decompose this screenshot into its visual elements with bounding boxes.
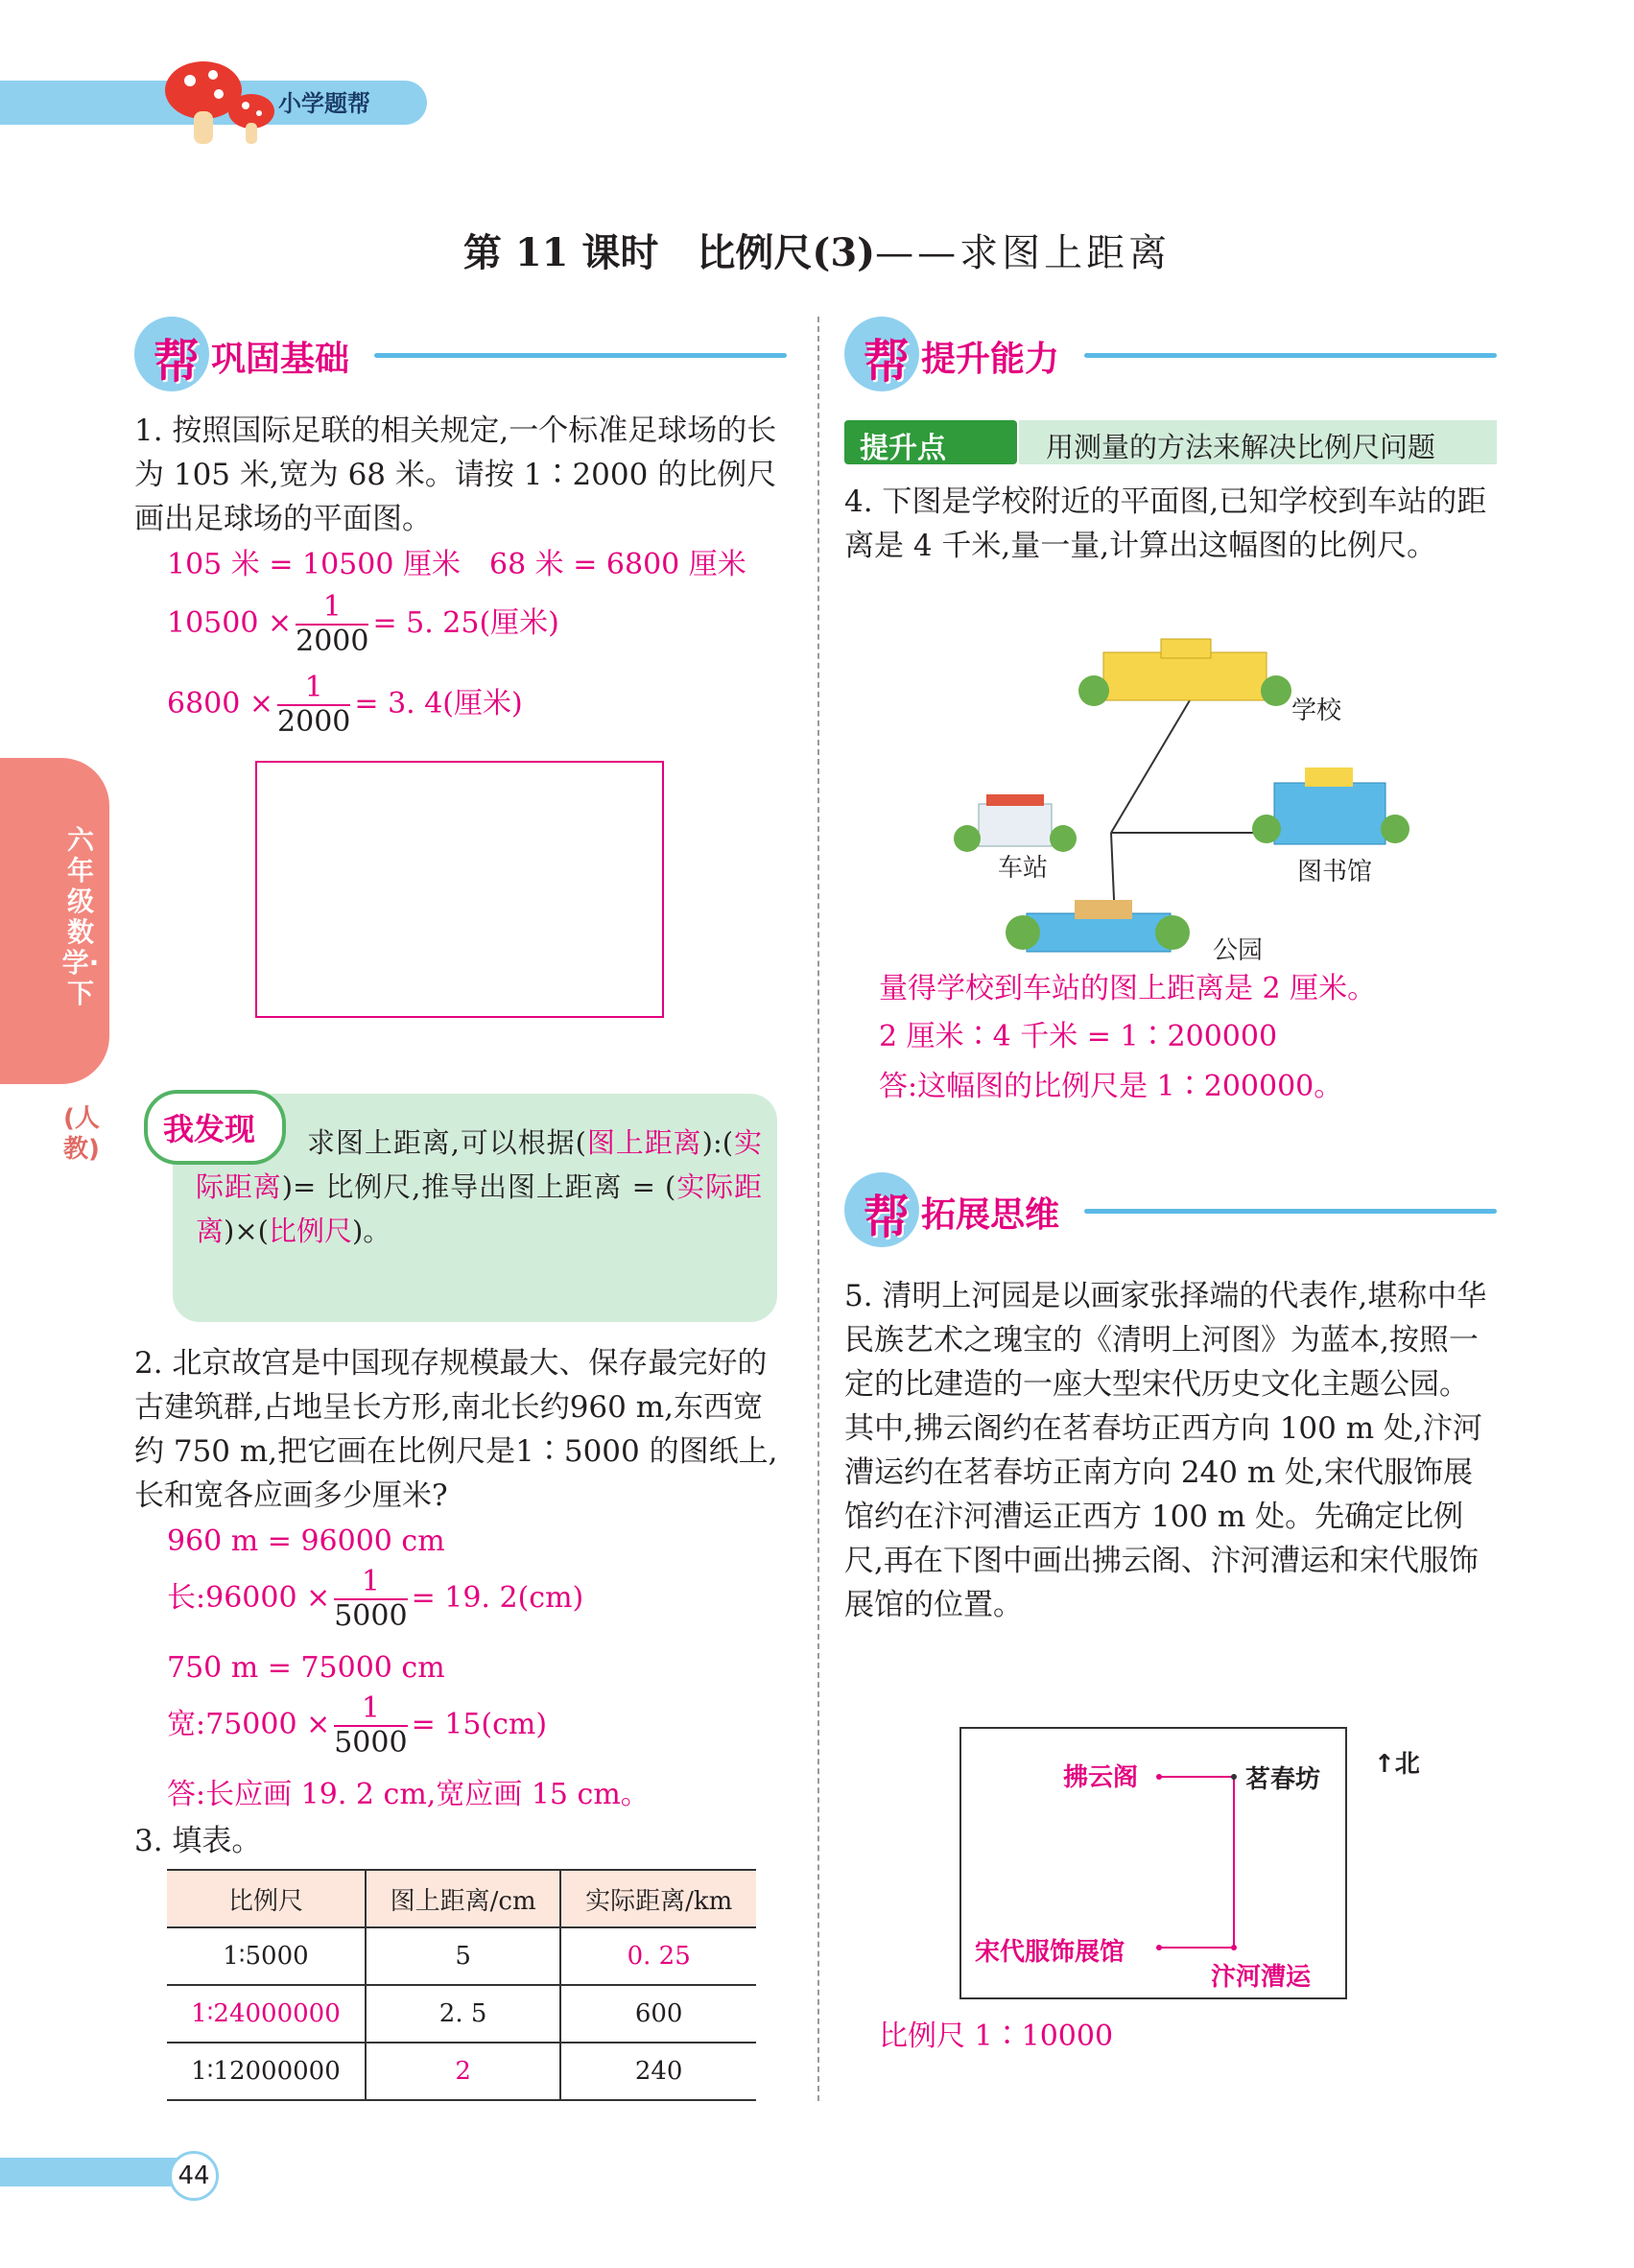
section-rule <box>1084 1209 1497 1214</box>
q4-answer-2: 2 厘米∶4 千米 = 1∶200000 <box>879 1020 1278 1053</box>
q2-answer-2: 长:96000 × $\frac{1}{5000}$ = 19. 2(cm) <box>167 1565 584 1633</box>
question-3: 3. 填表。 <box>134 1824 262 1858</box>
field-drawing-box <box>255 761 664 1018</box>
label-mingchun: 茗春坊 <box>1245 1765 1321 1794</box>
q1-answer-line3: 6800 × $\frac{1}{2000}$ = 3. 4(厘米) <box>167 671 523 739</box>
question-1: 1. 按照国际足联的相关规定,一个标准足球场的长为 105 米,宽为 68 米。请按 1∶2000 的比例尺画出足球场的平面图。 <box>134 413 777 536</box>
mushroom-icon <box>163 58 278 146</box>
bang-badge: 帮 <box>844 1172 919 1247</box>
north-indicator: ↑北 <box>1374 1750 1420 1779</box>
q1-answer-line1: 105 米 = 10500 厘米 68 米 = 6800 厘米 <box>167 548 746 581</box>
section-title: 巩固基础 <box>211 340 350 379</box>
section-improve <box>844 317 1497 393</box>
rise-tag: 提升点 <box>844 420 1017 464</box>
school-map <box>940 633 1420 979</box>
school-icon <box>1078 639 1291 706</box>
fill-table <box>167 1869 756 2101</box>
table-header-row <box>167 1870 756 1927</box>
section-consolidate <box>134 317 787 393</box>
north-arrow-icon: ↑ <box>1374 1750 1395 1779</box>
question-5: 5. 清明上河园是以画家张择端的代表作,堪称中华民族艺术之瑰宝的《清明上河图》为蓝本,按照一定的比建造的一座大型宋代历史文化主题公园。其中,拂云阁约在茗春坊正西方向 100 m 处,汴河漕运约在茗春坊正南方向 240 m 处,宋代服饰展馆约在汴河漕运正西方 100 m 处。先确定比例尺,再在下图中画出拂云阁、汴河漕运和宋代服饰展馆的位置。 <box>844 1279 1487 1622</box>
label-station: 车站 <box>998 854 1049 883</box>
bang-badge: 帮 <box>134 317 209 391</box>
section-title: 提升能力 <box>921 340 1060 379</box>
library-icon <box>1252 768 1409 844</box>
q1-answer-line2: 10500 × $\frac{1}{2000}$ = 5. 25(厘米) <box>167 590 559 658</box>
page-title <box>0 223 1634 277</box>
table-row: 1∶12000000 2 240 <box>167 2043 756 2100</box>
bang-badge: 帮 <box>844 317 919 391</box>
q2-answer-1: 960 m = 96000 cm <box>167 1524 445 1558</box>
rise-band: 用测量的方法来解决比例尺问题 <box>1019 420 1497 464</box>
label-library: 图书馆 <box>1297 858 1373 886</box>
label-park: 公园 <box>1213 936 1264 965</box>
table-header: 比例尺 <box>167 1870 366 1927</box>
section-title: 拓展思维 <box>921 1195 1060 1235</box>
page-number: 44 <box>169 2151 219 2201</box>
q2-answer-4: 宽:75000 × $\frac{1}{5000}$ = 15(cm) <box>167 1691 548 1760</box>
table-header: 实际距离/km <box>560 1870 756 1927</box>
brand-label: 小学题帮 <box>278 90 370 117</box>
column-divider <box>817 317 819 2101</box>
section-rule <box>374 353 787 358</box>
section-rule <box>1084 353 1497 358</box>
station-icon <box>954 794 1077 852</box>
label-fuyun: 拂云阁 <box>1063 1763 1139 1792</box>
footer-band <box>0 2158 192 2186</box>
section-expand <box>844 1172 1497 1249</box>
q2-answer-5: 答:长应画 19. 2 cm,宽应画 15 cm。 <box>167 1778 650 1811</box>
title-sub: ——求图上距离 <box>875 231 1172 275</box>
edition-label: (人教) <box>63 1104 100 1164</box>
label-bianhe: 汴河漕运 <box>1211 1963 1312 1992</box>
label-school: 学校 <box>1291 697 1342 725</box>
discover-tag: 我发现 <box>144 1090 286 1165</box>
label-costume: 宋代服饰展馆 <box>975 1938 1125 1967</box>
q5-answer: 比例尺 1∶10000 <box>879 2020 1114 2053</box>
grade-label: 六年级数学·下 <box>61 824 100 1009</box>
q2-answer-3: 750 m = 75000 cm <box>167 1651 445 1685</box>
table-header: 图上距离/cm <box>366 1870 560 1927</box>
table-row: 1∶5000 5 0. 25 <box>167 1927 756 1985</box>
park-icon <box>1006 900 1190 952</box>
table-row: 1∶24000000 2. 5 600 <box>167 1985 756 2043</box>
discover-text: 求图上距离,可以根据(图上距离):(实际距离)= 比例尺,推导出图上距离 = (实际距离)×(比例尺)。 <box>196 1126 762 1247</box>
q4-answer-1: 量得学校到车站的图上距离是 2 厘米。 <box>879 972 1377 1005</box>
title-main: 第 11 课时 比例尺(3) <box>462 230 876 275</box>
question-4: 4. 下图是学校附近的平面图,已知学校到车站的距离是 4 千米,量一量,计算出这幅图的比例尺。 <box>844 484 1487 563</box>
q4-answer-3: 答:这幅图的比例尺是 1∶200000。 <box>879 1070 1343 1103</box>
question-2: 2. 北京故宫是中国现存规模最大、保存最完好的古建筑群,占地呈长方形,南北长约960 m,东西宽约 750 m,把它画在比例尺是1∶5000 的图纸上,长和宽各应画多少厘米? <box>134 1346 778 1513</box>
